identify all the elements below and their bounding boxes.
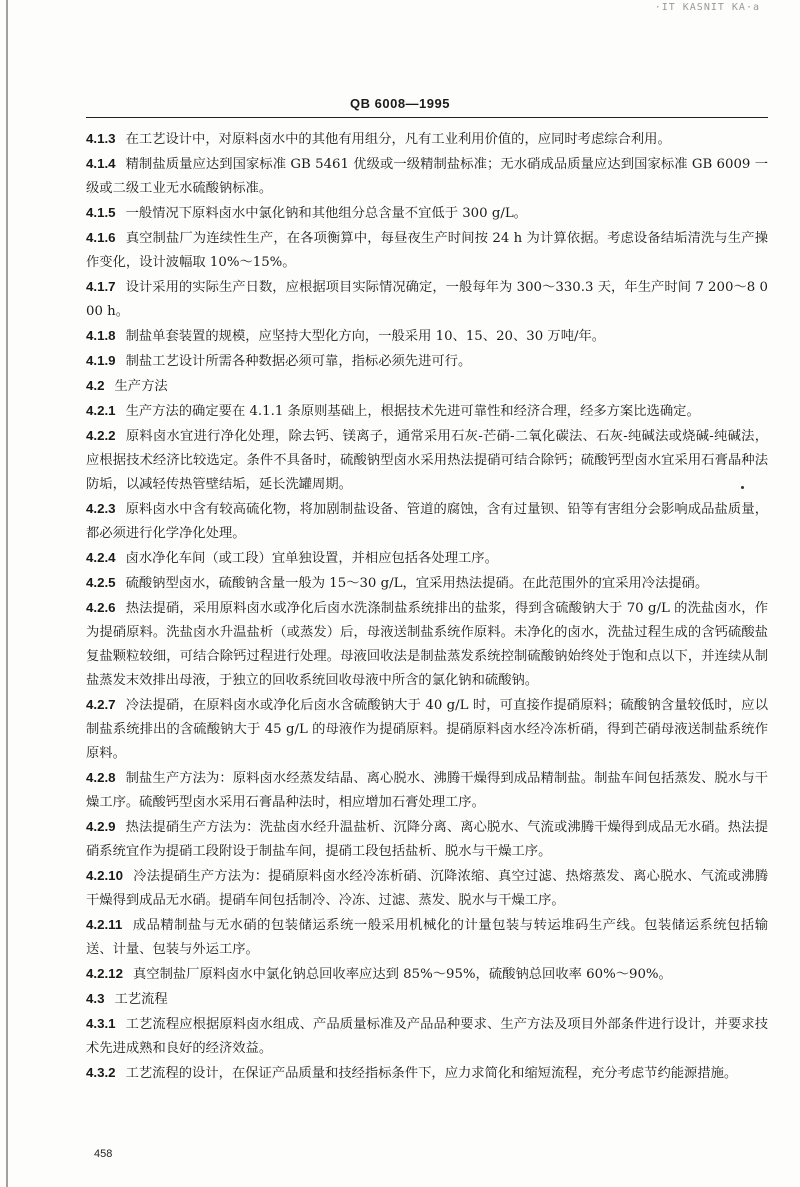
clause-paragraph	[86, 962, 768, 987]
clause-paragraph	[86, 324, 768, 349]
clause-text: 原料卤水中含有较高硫化物，将加剧制盐设备、管道的腐蚀，含有过量钡、铅等有害组分会影响成品盐质量，都必须进行化学净化处理。	[86, 502, 768, 541]
scan-speck	[741, 486, 744, 489]
clause-number: 4.2.7	[86, 697, 116, 712]
clause-text: 冷法提硝生产方法为：提硝原料卤水经冷冻析硝、沉降浓缩、真空过滤、热熔蒸发、离心脱水、气流或沸腾干燥得到成品无水硝。提硝车间包括制冷、冷冻、过滤、蒸发、脱水与干燥工序。	[86, 869, 768, 908]
clause-number: 4.1.5	[86, 205, 116, 220]
clause-paragraph	[86, 693, 768, 766]
clause-number: 4.2.6	[86, 600, 116, 615]
clause-paragraph	[86, 497, 768, 546]
clause-paragraph	[86, 546, 768, 571]
clause-number: 4.2.1	[86, 403, 116, 418]
clause-paragraph	[86, 349, 768, 374]
clause-number: 4.3.2	[86, 1065, 116, 1080]
top-watermark-text: ·IT KASNIT KA·a	[654, 2, 760, 13]
clause-number: 4.2.12	[86, 966, 123, 981]
clause-text: 工艺流程	[114, 992, 168, 1007]
clause-number: 4.1.7	[86, 279, 116, 294]
clause-text: 原料卤水宜进行净化处理，除去钙、镁离子，通常采用石灰-芒硝-二氧化碳法、石灰-纯碱法或烧碱-纯碱法，应根据技术经济比较选定。条件不具备时，硫酸钠型卤水采用热法提硝可结合除钙；硫酸钙型卤水宜采用石膏晶种法防垢，以减轻传热管壁结垢，延长洗罐周期。	[86, 429, 768, 492]
clause-paragraph	[86, 201, 768, 226]
clause-text: 真空制盐厂为连续性生产，在各项衡算中，每昼夜生产时间按 24 h 为计算依据。考虑设备结垢清洗与生产操作变化，设计波幅取 10%～15%。	[86, 231, 768, 270]
clause-paragraph	[86, 424, 768, 497]
clause-number: 4.3	[86, 991, 105, 1006]
clause-text: 硫酸钠型卤水，硫酸钠含量一般为 15～30 g/L，宜采用热法提硝。在此范围外的宜采用冷法提硝。	[125, 576, 709, 591]
clause-paragraph	[86, 913, 768, 962]
clause-text: 热法提硝，采用原料卤水或净化后卤水洗涤制盐系统排出的盐浆，得到含硫酸钠大于 70 g/L 的洗盐卤水，作为提硝原料。洗盐卤水升温盐析（或蒸发）后，母液送制盐系统作原料。未净化的卤水，洗盐过程生成的含钙硫酸盐复盐颗粒较细，可结合除钙过程进行处理。母液回收法是制盐蒸发系统控制硫酸钠始终处于饱和点以下，并连续从制盐蒸发末效排出母液，于独立的回收系统回收母液中所含的氯化钠和硫酸钠。	[86, 601, 768, 688]
clause-number: 4.2.2	[86, 428, 116, 443]
clause-paragraph	[86, 864, 768, 913]
page-number: 458	[94, 1148, 113, 1160]
clause-text: 生产方法的确定要在 4.1.1 条原则基础上，根据技术先进可靠性和经济合理，经多方案比选确定。	[125, 404, 700, 419]
clause-number: 4.2.10	[86, 868, 123, 883]
clause-number: 4.2.8	[86, 770, 116, 785]
body-text	[86, 127, 768, 1086]
clause-number: 4.2.9	[86, 819, 116, 834]
standard-number-header: QB 6008—1995	[350, 96, 450, 111]
clause-paragraph	[86, 1061, 768, 1086]
clause-number: 4.2	[86, 378, 105, 393]
clause-text: 精制盐质量应达到国家标准 GB 5461 优级或一级精制盐标准；无水硝成品质量应达到国家标准 GB 6009 一级或二级工业无水硫酸钠标准。	[86, 157, 768, 196]
clause-number: 4.1.4	[86, 156, 116, 171]
clause-text: 制盐单套装置的规模，应坚持大型化方向，一般采用 10、15、20、30 万吨/年。	[125, 329, 606, 344]
clause-text: 工艺流程的设计，在保证产品质量和技经指标条件下，应力求简化和缩短流程，充分考虑节约能源措施。	[125, 1066, 738, 1081]
clause-text: 冷法提硝，在原料卤水或净化后卤水含硫酸钠大于 40 g/L 时，可直接作提硝原料；硫酸钠含量较低时，应以制盐系统排出的含硫酸钠大于 45 g/L 的母液作为提硝原料。提硝原料卤水经冷冻析硝，得到芒硝母液送制盐系统作原料。	[86, 698, 768, 761]
clause-number: 4.2.11	[86, 917, 123, 932]
clause-text: 真空制盐厂原料卤水中氯化钠总回收率应达到 85%～95%，硫酸钠总回收率 60%～90%。	[132, 967, 672, 982]
clause-paragraph	[86, 571, 768, 596]
clause-text: 热法提硝生产方法为：洗盐卤水经升温盐析、沉降分离、离心脱水、气流或沸腾干燥得到成品无水硝。热法提硝系统宜作为提硝工段附设于制盐车间，提硝工段包括盐析、脱水与干燥工序。	[86, 820, 768, 859]
clause-text: 卤水净化车间（或工段）宜单独设置，并相应包括各处理工序。	[125, 551, 498, 566]
clause-text: 制盐工艺设计所需各种数据必须可靠，指标必须先进可行。	[125, 354, 472, 369]
clause-paragraph	[86, 766, 768, 815]
section-title	[86, 374, 768, 399]
clause-number: 4.2.3	[86, 501, 116, 516]
clause-text: 设计采用的实际生产日数，应根据项目实际情况确定，一般每年为 300～330.3 天，年生产时间 7 200～8 000 h。	[86, 280, 768, 319]
clause-paragraph	[86, 275, 768, 324]
clause-text: 在工艺设计中，对原料卤水中的其他有用组分，凡有工业利用价值的，应同时考虑综合利用。	[125, 132, 671, 147]
section-title	[86, 987, 768, 1012]
clause-paragraph	[86, 226, 768, 275]
header-rule	[86, 117, 768, 118]
clause-text: 一般情况下原料卤水中氯化钠和其他组分总含量不宜低于 300 g/L。	[125, 206, 527, 221]
clause-text: 成品精制盐与无水硝的包装储运系统一般采用机械化的计量包装与转运堆码生产线。包装储运系统包括输送、计量、包装与外运工序。	[86, 918, 768, 957]
clause-paragraph	[86, 596, 768, 693]
clause-text: 生产方法	[114, 379, 168, 394]
clause-paragraph	[86, 152, 768, 201]
binding-edge	[6, 0, 8, 1187]
clause-number: 4.1.9	[86, 353, 116, 368]
clause-number: 4.2.5	[86, 575, 116, 590]
clause-number: 4.1.8	[86, 328, 116, 343]
clause-paragraph	[86, 399, 768, 424]
clause-number: 4.1.6	[86, 230, 116, 245]
clause-paragraph	[86, 1012, 768, 1061]
clause-text: 制盐生产方法为：原料卤水经蒸发结晶、离心脱水、沸腾干燥得到成品精制盐。制盐车间包括蒸发、脱水与干燥工序。硫酸钙型卤水采用石膏晶种法时，相应增加石膏处理工序。	[86, 771, 768, 810]
clause-number: 4.3.1	[86, 1016, 116, 1031]
clause-text: 工艺流程应根据原料卤水组成、产品质量标准及产品品种要求、生产方法及项目外部条件进行设计，并要求技术先进成熟和良好的经济效益。	[86, 1017, 768, 1056]
clause-number: 4.2.4	[86, 550, 116, 565]
clause-paragraph	[86, 127, 768, 152]
clause-number: 4.1.3	[86, 131, 116, 146]
clause-paragraph	[86, 815, 768, 864]
